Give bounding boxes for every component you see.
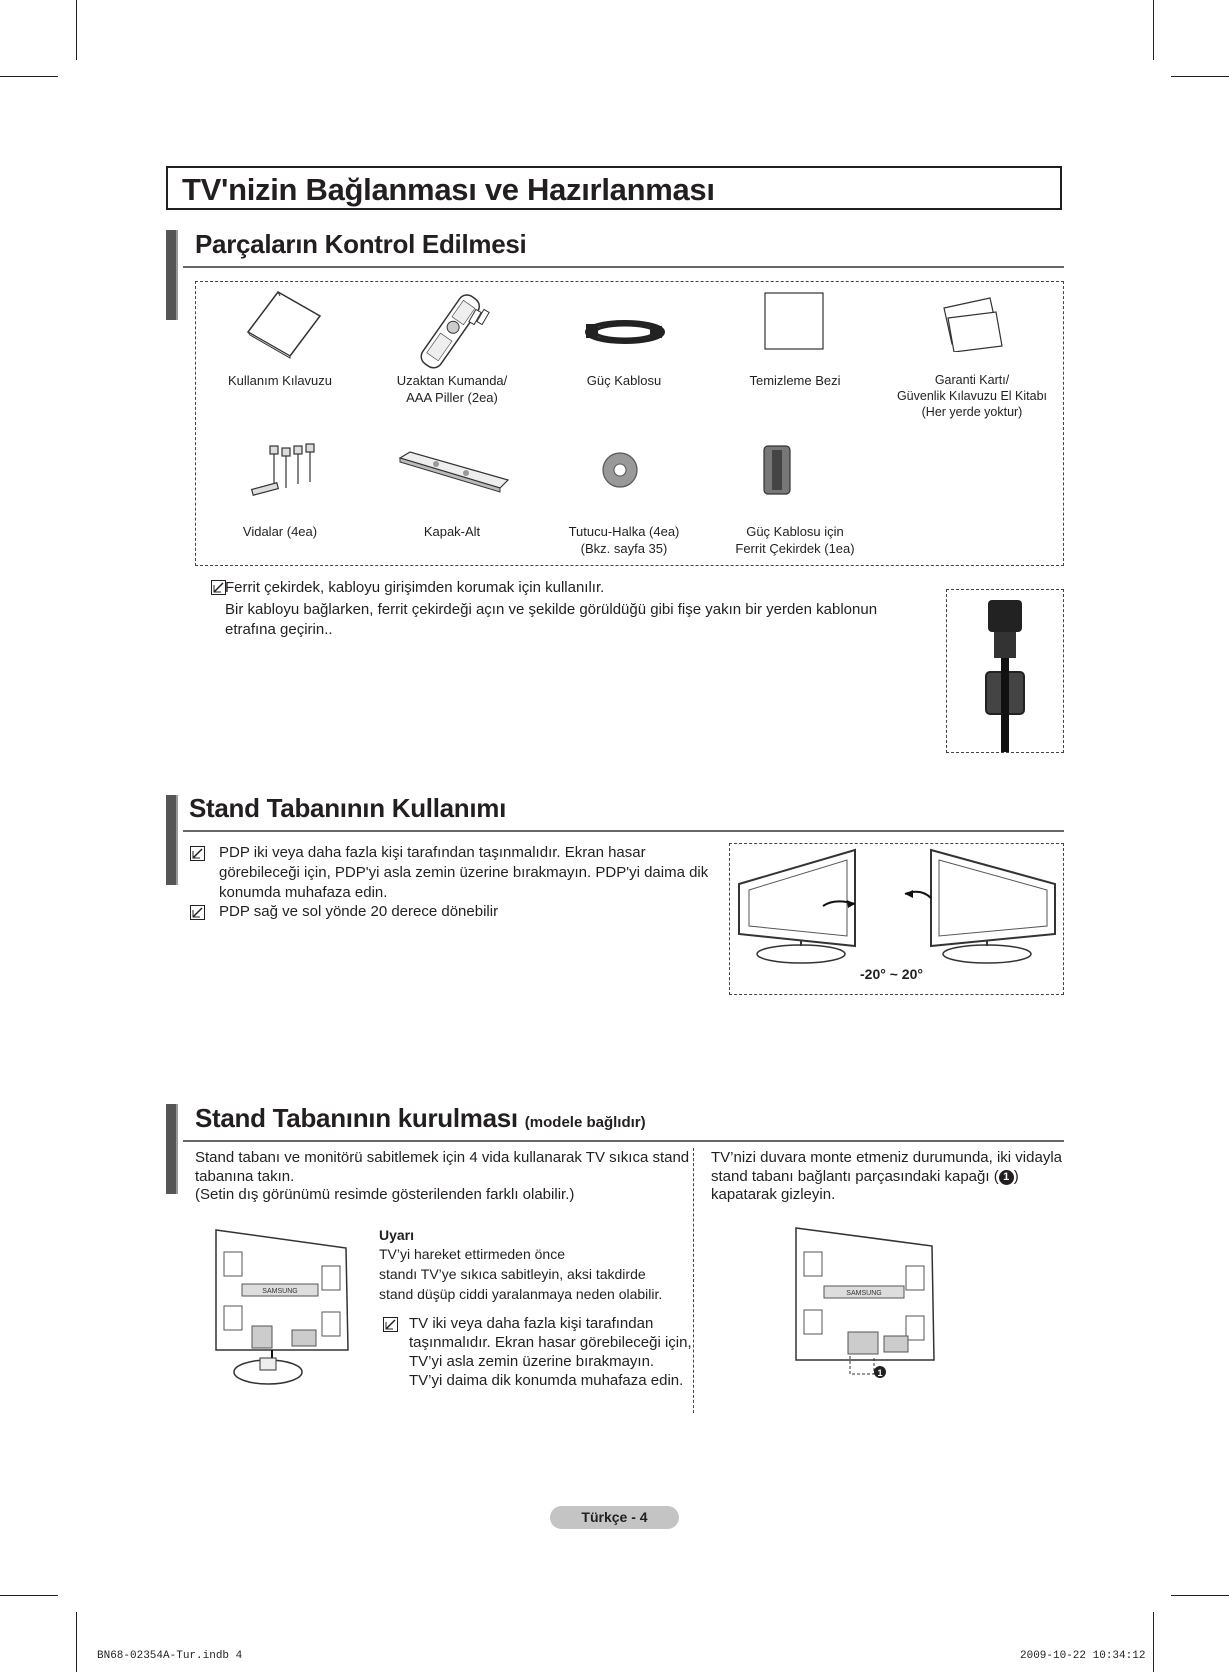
install-note: taşınmalıdır. Ekran hasar görebileceği için, (409, 1334, 692, 1351)
screws-icon (246, 440, 322, 504)
part-label: Garanti Kartı/ Güvenlik Kılavuzu El Kitabı (Her yerde yoktur) (896, 373, 1048, 419)
column-divider (693, 1148, 694, 1413)
print-timestamp: 2009-10-22 10:34:12 (1020, 1650, 1146, 1662)
page-number-badge: Türkçe - 4 (550, 1506, 679, 1529)
stand-use-note: konumda muhafaza edin. (219, 884, 388, 901)
warning-text: standı TV’ye sıkıca sabitleyin, aksi takdirde (379, 1266, 646, 1282)
part-label: Kapak-Alt (423, 524, 481, 539)
part-label: Tutucu-Halka (4ea) (Bkz. sayfa 35) (568, 524, 680, 556)
parts-heading: Parçaların Kontrol Edilmesi (195, 229, 527, 259)
ferrite-plug-diagram (960, 596, 1050, 752)
section-bar (166, 1104, 178, 1194)
stand-use-note: PDP sağ ve sol yönde 20 derece dönebilir (219, 903, 499, 920)
samsung-logo: SAMSUNG (846, 1290, 882, 1297)
cloth-icon (760, 290, 830, 354)
crop-mark (0, 1595, 58, 1596)
ferrite-core-icon (760, 440, 794, 500)
stand-install-heading-suffix: (modele bağlıdır) (524, 1114, 646, 1131)
crop-mark (1153, 1612, 1154, 1672)
crop-mark (1171, 1595, 1229, 1596)
diagram-marker: 1 (877, 1368, 883, 1378)
install-left-text: tabanına takın. (195, 1168, 295, 1185)
cover-bottom-icon (396, 448, 512, 494)
install-note: TV’yi asla zemin üzerine bırakmayın. (409, 1353, 655, 1370)
samsung-logo: SAMSUNG (262, 1288, 298, 1295)
warning-text: TV’yi hareket ettirmeden önce (379, 1246, 565, 1262)
stand-use-note: PDP iki veya daha fazla kişi tarafından taşınmalıdır. Ekran hasar (219, 844, 646, 861)
section-rule (183, 1140, 1064, 1142)
tv-back-cover-diagram (790, 1224, 940, 1386)
note-icon (211, 580, 226, 595)
section-rule (183, 266, 1064, 268)
part-label: Temizleme Bezi (749, 373, 841, 388)
stand-use-heading: Stand Tabanının Kullanımı (189, 793, 507, 823)
crop-mark (1171, 76, 1229, 77)
install-left-text: Stand tabanı ve monitörü sabitlemek için 4 vida kullanarak TV sıkıca stand (195, 1149, 690, 1166)
ferrite-note: Bir kabloyu bağlarken, ferrit çekirdeği açın ve şekilde görüldüğü gibi fişe yakın bir yerden kablonun (225, 601, 878, 618)
install-right-text-part: ) (1013, 1168, 1019, 1185)
part-label: Uzaktan Kumanda/ AAA Piller (2ea) (396, 373, 508, 405)
section-rule (183, 830, 1064, 832)
install-note: TV iki veya daha fazla kişi tarafından (409, 1315, 654, 1332)
stand-install-heading (195, 1103, 646, 1134)
rotation-range-label: -20° ~ 20° (860, 966, 923, 982)
part-label: Güç Kablosu (586, 373, 662, 388)
crop-mark (1153, 0, 1154, 60)
page-title: TV'nizin Bağlanması ve Hazırlanması (182, 172, 715, 207)
crop-mark (76, 0, 77, 60)
stand-install-heading-text: Stand Tabanının kurulması (195, 1103, 518, 1133)
warning-text: stand düşüp ciddi yaralanmaya neden olabilir. (379, 1286, 663, 1302)
install-left-text: (Setin dış görünümü resimde gösterilenden farklı olabilir.) (195, 1186, 575, 1203)
cover-marker: 1 (999, 1170, 1014, 1185)
tv-back-stand-diagram (212, 1226, 354, 1388)
ferrite-note: Ferrit çekirdek, kabloyu girişimden korumak için kullanılır. (225, 579, 605, 596)
note-icon (190, 905, 205, 920)
warranty-card-icon (938, 296, 1008, 352)
install-right-text: TV’nizi duvara monte etmeniz durumunda, iki vidayla (711, 1149, 1062, 1166)
rotation-diagram (735, 846, 1061, 970)
crop-mark (76, 1612, 77, 1672)
note-icon (383, 1317, 398, 1332)
section-bar (166, 795, 178, 885)
part-label: Güç Kablosu için Ferrit Çekirdek (1ea) (735, 524, 855, 556)
install-note: TV’yi daima dik konumda muhafaza edin. (409, 1372, 684, 1389)
install-right-text (711, 1167, 1019, 1187)
manual-icon (240, 288, 330, 360)
part-label: Kullanım Kılavuzu (227, 373, 333, 388)
warning-title: Uyarı (379, 1227, 415, 1243)
ferrite-note: etrafına geçirin.. (225, 621, 333, 638)
section-bar (166, 230, 178, 320)
power-cable-icon (580, 310, 670, 354)
install-right-text: kapatarak gizleyin. (711, 1186, 836, 1203)
file-name: BN68-02354A-Tur.indb 4 (97, 1650, 243, 1662)
remote-icon (410, 290, 500, 370)
install-right-text-part: stand tabanı bağlantı parçasındaki kapağı ( (711, 1168, 999, 1185)
part-label: Vidalar (4ea) (242, 524, 318, 539)
stand-use-note: görebileceği için, PDP'yi asla zemin üzerine bırakmayın. PDP'yi daima dik (219, 864, 709, 881)
page-title-box (166, 166, 1062, 210)
note-icon (190, 846, 205, 861)
crop-mark (0, 76, 58, 77)
holder-ring-icon (600, 450, 640, 490)
